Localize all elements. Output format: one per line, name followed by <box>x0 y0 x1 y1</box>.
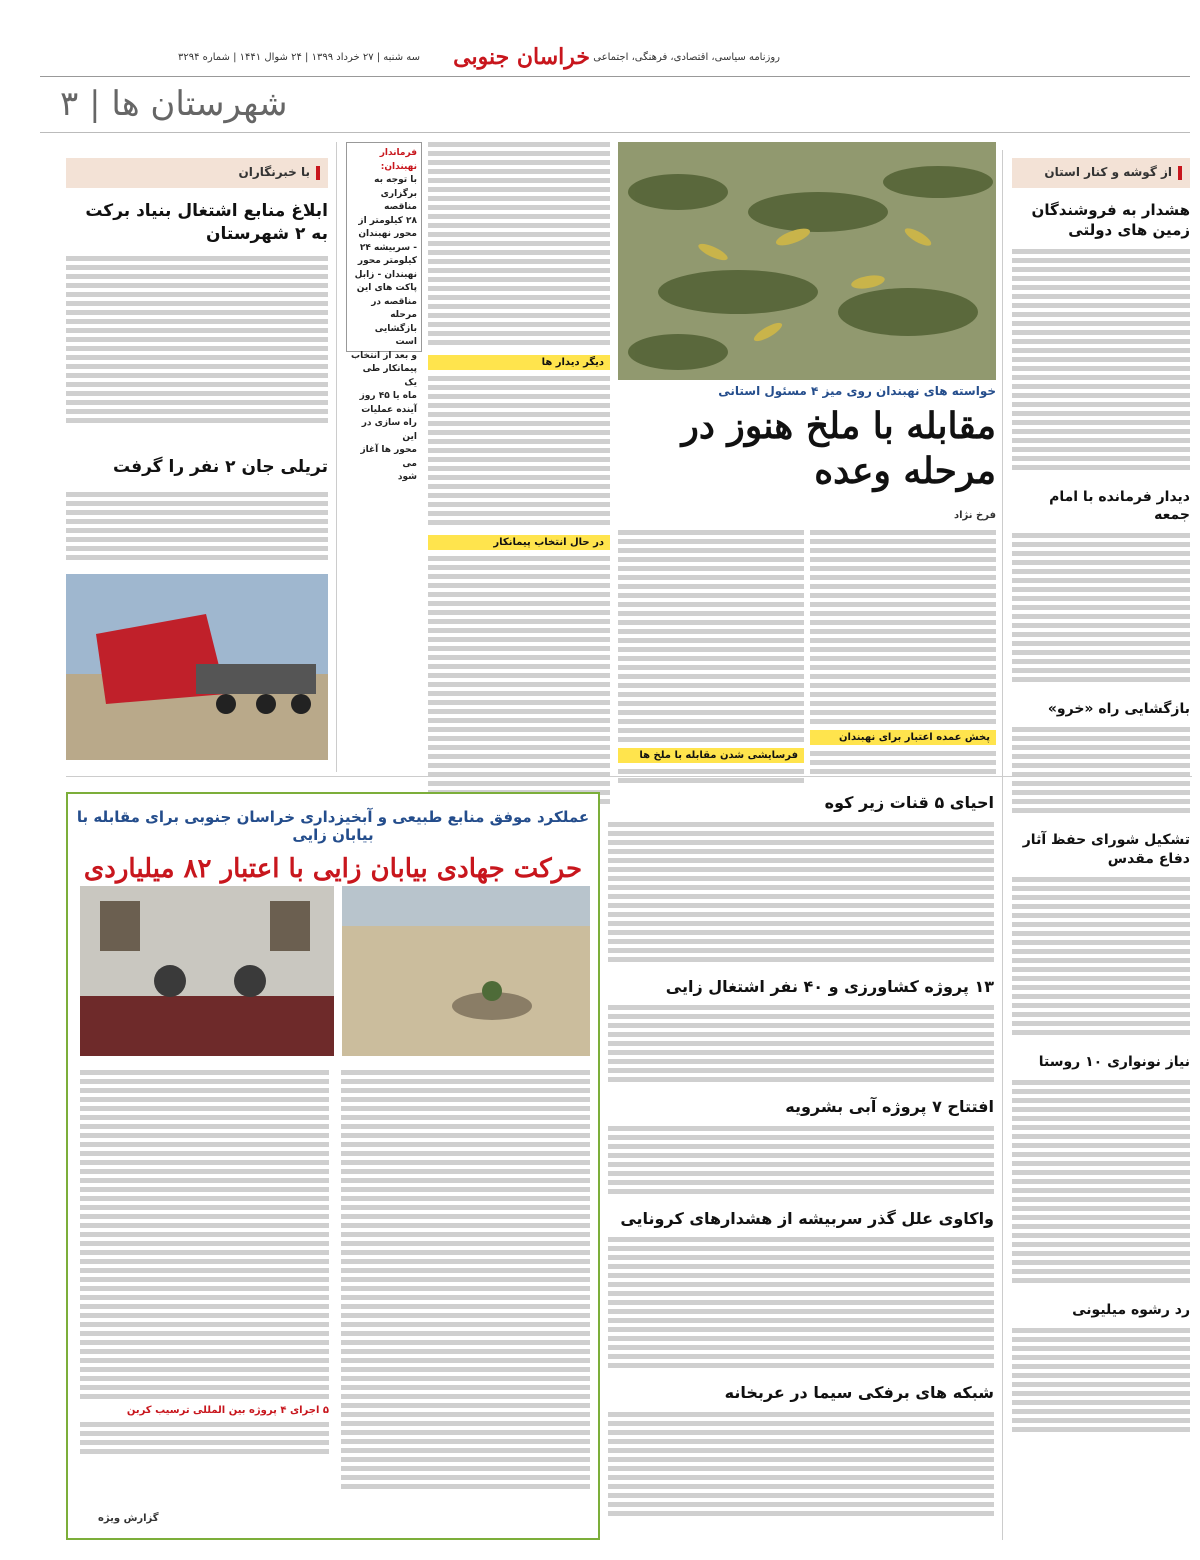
story-body <box>66 256 328 423</box>
story-title: بازگشایی راه «خرو» <box>1047 701 1190 718</box>
ad-author: گزارش ویژه <box>98 1513 159 1524</box>
ad-subhead: ۵ اجرای ۴ پروژه بین المللی ترسیب کربن <box>126 1405 329 1416</box>
masthead-info: سه شنبه | ۲۷ خرداد ۱۳۹۹ | ۲۴ شوال ۱۴۴۱ | شماره ۳۲۹۴ <box>178 52 420 63</box>
lower-stories <box>608 792 994 1516</box>
story-body <box>1012 249 1190 470</box>
masthead-rule <box>40 76 1190 77</box>
ad-title2: حرکت جهادی بیابان زایی با اعتبار ۸۲ میلیاردی <box>83 854 583 884</box>
story-title: تریلی جان ۲ نفر را گرفت <box>112 457 328 477</box>
main-headline: مقابله با ملخ هنوز در مرحله وعده <box>681 405 996 492</box>
story-body <box>1012 877 1190 1035</box>
story-title: دیدار فرمانده با امام جمعه <box>1049 488 1190 524</box>
story-body <box>1012 727 1190 813</box>
story-title: احیای ۵ قنات زیر کوه <box>824 793 994 812</box>
ad-box <box>66 792 600 1540</box>
story-title: نیاز نونواری ۱۰ روستا <box>1038 1053 1190 1070</box>
subhead: در حال انتخاب پیمانکار <box>428 535 610 550</box>
main-body-col1 <box>810 530 996 774</box>
ad-body <box>80 1070 590 1489</box>
story-body <box>1012 1080 1190 1283</box>
story-body <box>1012 1328 1190 1432</box>
main-body-col2 <box>618 530 804 783</box>
subhead: دیگر دیدار ها <box>428 355 610 370</box>
story-title: ابلاغ منابع اشتغال بنیاد برکت به ۲ شهرستان <box>85 201 328 244</box>
story-title: افتتاح ۷ پروژه آبی بشرویه <box>785 1097 994 1117</box>
story-title: رد رشوه میلیونی <box>1072 1301 1190 1318</box>
section-rule <box>40 132 1190 133</box>
story-title: تشکیل شورای حفظ آثار دفاع مقدس <box>1022 832 1190 868</box>
desert-photo <box>342 886 590 1056</box>
right-column <box>1012 200 1190 1432</box>
ad-title1: عملکرد موفق منابع طبیعی و آبخیزداری خراسان جنوبی برای مقابله با بیابان زایی <box>76 808 590 844</box>
story-title: هشدار به فروشندگان زمین های دولتی <box>1031 201 1190 240</box>
subhead: پخش عمده اعتبار برای نهبندان <box>810 730 996 745</box>
right-column-header: از گوشه و کنار استان <box>1012 158 1190 188</box>
column-divider <box>336 142 337 772</box>
main-author: فرخ نژاد <box>954 510 996 521</box>
story-title: شبکه های برفکی سیما در عربخانه <box>724 1383 994 1403</box>
left-column-header: با خبرنگاران <box>66 158 328 188</box>
story-body <box>66 492 328 560</box>
main-kicker: خواسته های نهبندان روی میز ۴ مسئول استانی <box>718 384 996 398</box>
locust-photo <box>618 142 996 380</box>
masthead-logo: خراسان جنوبی <box>453 44 590 70</box>
masthead-subtitle: روزنامه سیاسی، اقتصادی، فرهنگی، اجتماعی <box>593 52 780 63</box>
main-body-col3 <box>428 142 610 804</box>
meeting-photo <box>80 886 334 1056</box>
story-title: واکاوی علل گذر سربیشه از هشدارهای کرونایی <box>620 1208 994 1228</box>
section-title: شهرستان ها | ۳ <box>60 84 288 124</box>
story-title: ۱۳ پروژه کشاورزی و ۴۰ نفر اشتغال زایی <box>665 976 994 996</box>
subhead: فرسایشی شدن مقابله با ملخ ها <box>618 748 804 763</box>
truck-accident-photo <box>66 574 328 760</box>
column-divider <box>1002 150 1003 1540</box>
side-quote-box: فرماندار نهبندان: با توجه به برگزاری مناقصه ۲۸ کیلومتر از محور نهبندان - سربیشه ۲۴ کیلومتر محور نهبندان - زابل پاکت های این مناقصه در مرحله بازگشایی است و بعد از انتخاب پیمانکار طی یک ماه یا ۴۵ روز آینده عملیات راه سازی در این محور ها آغاز می شود <box>346 142 422 352</box>
story-body <box>1012 533 1190 682</box>
section-divider <box>66 776 1192 777</box>
